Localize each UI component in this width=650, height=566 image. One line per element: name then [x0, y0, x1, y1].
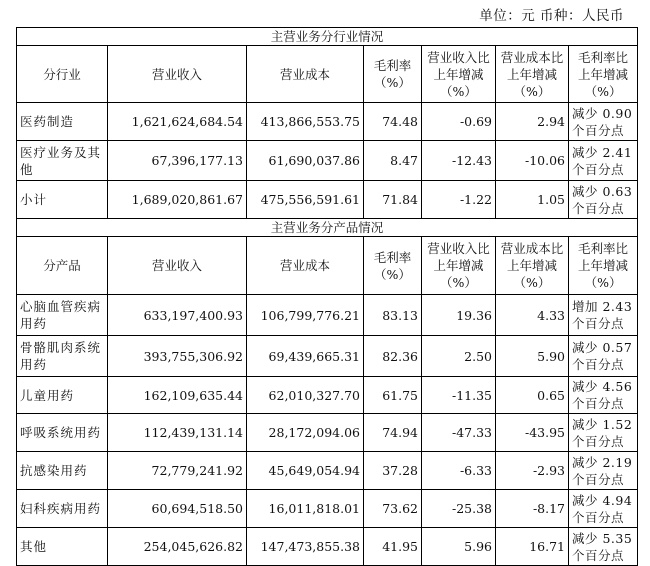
col-header: 营业收入 — [108, 46, 247, 103]
revenue-change-cell: -11.35 — [422, 377, 496, 414]
industry-section-title: 主营业务分行业情况 — [17, 28, 638, 46]
gross-margin-cell: 82.36 — [364, 336, 422, 377]
cost-cell: 147,473,855.38 — [247, 528, 364, 566]
cost-change-cell: 0.65 — [496, 377, 569, 414]
gross-margin-cell: 61.75 — [364, 377, 422, 414]
revenue-change-cell: 5.96 — [422, 528, 496, 566]
col-header: 营业收入比上年增减（%） — [422, 46, 496, 103]
cost-cell: 475,556,591.61 — [247, 181, 364, 219]
margin-change-cell: 增加 2.43 个百分点 — [569, 295, 638, 336]
revenue-cell: 162,109,635.44 — [108, 377, 247, 414]
cost-change-cell: -43.95 — [496, 414, 569, 452]
revenue-cell: 1,689,020,861.67 — [108, 181, 247, 219]
revenue-change-cell: -6.33 — [422, 452, 496, 490]
cost-cell: 61,690,037.86 — [247, 141, 364, 181]
col-header: 毛利率（%） — [364, 237, 422, 295]
col-header: 分行业 — [17, 46, 108, 103]
unit-currency-note: 单位：元 币种：人民币 — [479, 8, 624, 24]
row-label: 心脑血管疾病用药 — [17, 295, 108, 336]
gross-margin-cell: 83.13 — [364, 295, 422, 336]
margin-change-cell: 减少 4.56 个百分点 — [569, 377, 638, 414]
cost-change-cell: -10.06 — [496, 141, 569, 181]
row-label: 医药制造 — [17, 103, 108, 141]
table-row — [17, 414, 638, 452]
cost-change-cell: 1.05 — [496, 181, 569, 219]
product-section-title: 主营业务分产品情况 — [17, 219, 638, 237]
margin-change-cell: 减少 1.52 个百分点 — [569, 414, 638, 452]
cost-cell: 28,172,094.06 — [247, 414, 364, 452]
revenue-cell: 60,694,518.50 — [108, 490, 247, 528]
revenue-cell: 633,197,400.93 — [108, 295, 247, 336]
cost-change-cell: 16.71 — [496, 528, 569, 566]
col-header: 营业成本比上年增减（%） — [496, 46, 569, 103]
col-header: 毛利率比上年增减（%） — [569, 237, 638, 295]
revenue-cell: 254,045,626.82 — [108, 528, 247, 566]
col-header: 营业收入比上年增减（%） — [422, 237, 496, 295]
row-label: 骨骼肌肉系统用药 — [17, 336, 108, 377]
gross-margin-cell: 74.94 — [364, 414, 422, 452]
row-label: 呼吸系统用药 — [17, 414, 108, 452]
margin-change-cell: 减少 0.63 个百分点 — [569, 181, 638, 219]
table-row — [17, 295, 638, 336]
table-row — [17, 490, 638, 528]
table-row — [17, 141, 638, 181]
table-row — [17, 377, 638, 414]
cost-change-cell: 5.90 — [496, 336, 569, 377]
margin-change-cell: 减少 0.90 个百分点 — [569, 103, 638, 141]
col-header: 营业收入 — [108, 237, 247, 295]
revenue-change-cell: -47.33 — [422, 414, 496, 452]
cost-change-cell: 2.94 — [496, 103, 569, 141]
row-label: 小计 — [17, 181, 108, 219]
col-header: 分产品 — [17, 237, 108, 295]
table-row — [17, 336, 638, 377]
cost-change-cell: -8.17 — [496, 490, 569, 528]
table-row — [17, 103, 638, 141]
margin-change-cell: 减少 2.19 个百分点 — [569, 452, 638, 490]
cost-change-cell: -2.93 — [496, 452, 569, 490]
table-row — [17, 452, 638, 490]
revenue-cell: 67,396,177.13 — [108, 141, 247, 181]
col-header: 毛利率（%） — [364, 46, 422, 103]
margin-change-cell: 减少 2.41 个百分点 — [569, 141, 638, 181]
gross-margin-cell: 8.47 — [364, 141, 422, 181]
col-header: 毛利率比上年增减（%） — [569, 46, 638, 103]
revenue-change-cell: 19.36 — [422, 295, 496, 336]
product-section-title-row — [17, 219, 638, 237]
row-label: 抗感染用药 — [17, 452, 108, 490]
revenue-change-cell: -12.43 — [422, 141, 496, 181]
revenue-cell: 1,621,624,684.54 — [108, 103, 247, 141]
revenue-change-cell: -25.38 — [422, 490, 496, 528]
cost-cell: 413,866,553.75 — [247, 103, 364, 141]
row-label: 医疗业务及其他 — [17, 141, 108, 181]
col-header: 营业成本 — [247, 46, 364, 103]
revenue-cell: 393,755,306.92 — [108, 336, 247, 377]
product-header-row — [17, 237, 638, 295]
margin-change-cell: 减少 4.94 个百分点 — [569, 490, 638, 528]
cost-cell: 16,011,818.01 — [247, 490, 364, 528]
gross-margin-cell: 37.28 — [364, 452, 422, 490]
row-label: 其他 — [17, 528, 108, 566]
gross-margin-cell: 73.62 — [364, 490, 422, 528]
industry-section-title-row — [17, 28, 638, 46]
revenue-cell: 112,439,131.14 — [108, 414, 247, 452]
col-header: 营业成本比上年增减（%） — [496, 237, 569, 295]
table-row — [17, 528, 638, 566]
margin-change-cell: 减少 0.57 个百分点 — [569, 336, 638, 377]
margin-change-cell: 减少 5.35 个百分点 — [569, 528, 638, 566]
revenue-cell: 72,779,241.92 — [108, 452, 247, 490]
col-header: 营业成本 — [247, 237, 364, 295]
gross-margin-cell: 41.95 — [364, 528, 422, 566]
industry-header-row — [17, 46, 638, 103]
cost-cell: 62,010,327.70 — [247, 377, 364, 414]
gross-margin-cell: 74.48 — [364, 103, 422, 141]
cost-change-cell: 4.33 — [496, 295, 569, 336]
gross-margin-cell: 71.84 — [364, 181, 422, 219]
cost-cell: 45,649,054.94 — [247, 452, 364, 490]
revenue-change-cell: -0.69 — [422, 103, 496, 141]
revenue-change-cell: 2.50 — [422, 336, 496, 377]
revenue-change-cell: -1.22 — [422, 181, 496, 219]
cost-cell: 69,439,665.31 — [247, 336, 364, 377]
revenue-table — [16, 27, 638, 566]
cost-cell: 106,799,776.21 — [247, 295, 364, 336]
row-label: 妇科疾病用药 — [17, 490, 108, 528]
row-label: 儿童用药 — [17, 377, 108, 414]
table-row — [17, 181, 638, 219]
